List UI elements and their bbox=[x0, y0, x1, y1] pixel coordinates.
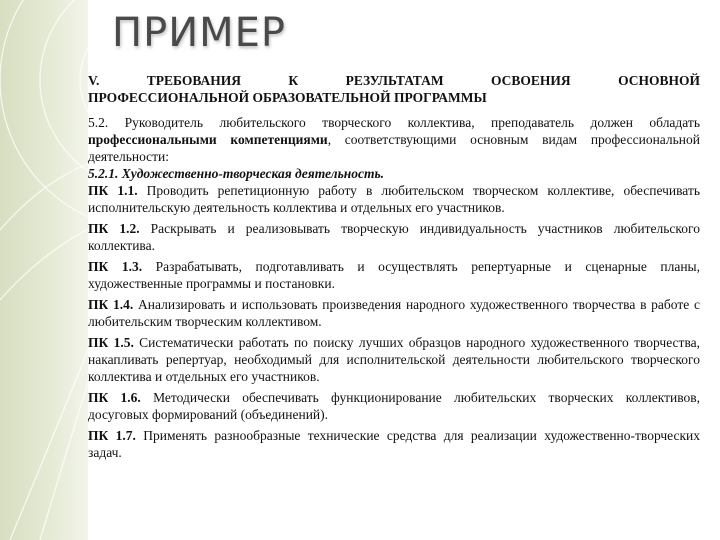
competency-text: Методически обеспечивать функционирование любительских творческих коллективов, досуговых формирований (объединений). bbox=[88, 390, 700, 422]
competency-item bbox=[88, 220, 700, 254]
intro-emphasis: профессиональными компетенциями bbox=[88, 132, 328, 147]
competency-text: Раскрывать и реализовывать творческую индивидуальность участников любительского коллектива. bbox=[88, 221, 700, 253]
competency-code: ПК 1.6. bbox=[88, 390, 141, 405]
document-body bbox=[88, 72, 700, 465]
competency-code: ПК 1.3. bbox=[88, 259, 143, 274]
competency-code: ПК 1.7. bbox=[88, 428, 136, 443]
section-heading bbox=[88, 72, 700, 106]
competency-code: ПК 1.5. bbox=[88, 335, 134, 350]
competency-text: Анализировать и использовать произведения народного художественного творчества в работе с любительским творческим коллективом. bbox=[88, 297, 700, 329]
competency-code: ПК 1.4. bbox=[88, 297, 134, 312]
slide-title: ПРИМЕР bbox=[112, 10, 287, 56]
competency-text: Систематически работать по поиску лучших образцов народного художественного творчества, накапливать репертуар, необходимый для исполнительской деятельности любительского творческого коллектива и отдельных его участников. bbox=[88, 335, 701, 384]
competency-item bbox=[88, 258, 700, 292]
competency-item bbox=[88, 389, 700, 423]
competency-text: Применять разнообразные технические средства для реализации художественно-творческих задач. bbox=[88, 428, 700, 460]
section-heading-line-2: ПРОФЕССИОНАЛЬНОЙ ОБРАЗОВАТЕЛЬНОЙ ПРОГРАММЫ bbox=[88, 90, 487, 105]
intro-text-end: , соответствующими основным видам профессиональной деятельности: bbox=[88, 132, 701, 164]
section-heading-line-1: V. ТРЕБОВАНИЯ К РЕЗУЛЬТАТАМ ОСВОЕНИЯ ОСНОВНОЙ bbox=[88, 73, 700, 88]
subsection-heading: 5.2.1. Художественно-творческая деятельность. bbox=[88, 166, 385, 181]
competency-item bbox=[88, 182, 700, 216]
competency-text: Разрабатывать, подготавливать и осуществлять репертуарные и сценарные планы, художественные программы и постановки. bbox=[88, 259, 700, 291]
competency-item bbox=[88, 427, 700, 461]
competency-item bbox=[88, 334, 700, 385]
intro-text-start: 5.2. Руководитель любительского творческого коллектива, преподаватель должен обладать bbox=[88, 115, 700, 130]
competency-code: ПК 1.2. bbox=[88, 221, 140, 236]
competency-code: ПК 1.1. bbox=[88, 183, 138, 198]
competency-text: Проводить репетиционную работу в любительском творческом коллективе, обеспечивать исполнительскую деятельность коллектива и отдельных его участников. bbox=[88, 183, 701, 215]
intro-paragraph bbox=[88, 114, 700, 165]
competency-item bbox=[88, 296, 700, 330]
